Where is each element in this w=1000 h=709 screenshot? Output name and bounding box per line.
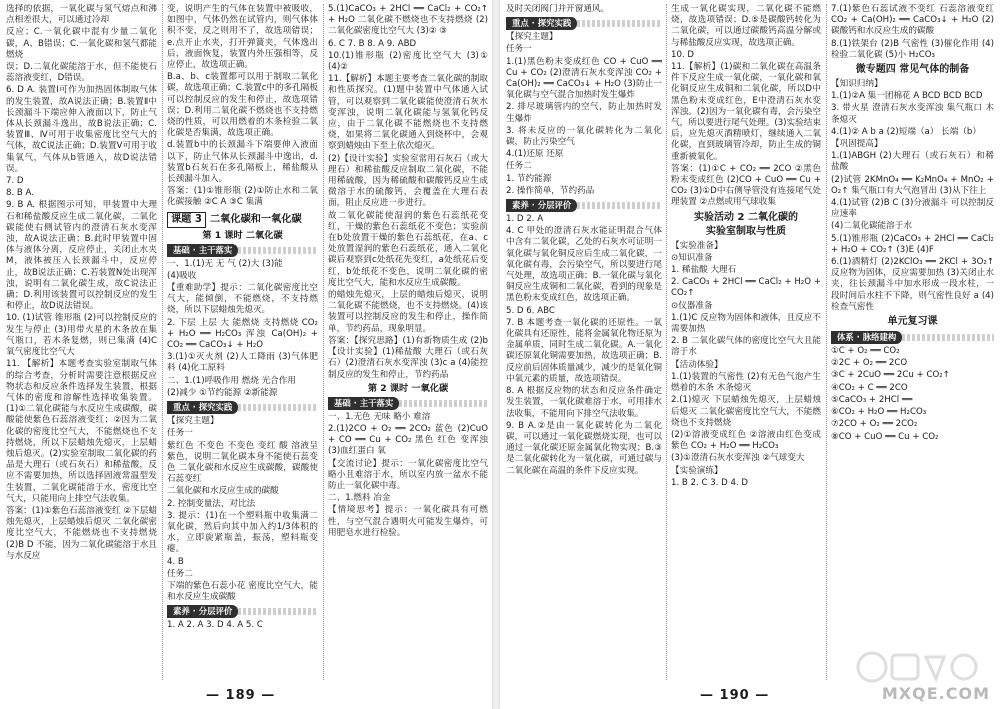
- answer-paragraph: 的蜡烛先熄灭，上层的蜡烛后熄灭，说明二氧化碳不能燃烧，也不支持燃烧。(4)该装置可以控制反应的发生和停止，操作简单，节约药品，现象明显。: [328, 290, 488, 334]
- lesson-subtitle: 第 1 课时 二氧化碳: [202, 229, 283, 241]
- book-gutter: [492, 0, 500, 709]
- answer-paragraph: 11.【解析】(1)碳和二氧化碳在高温条件下反应生成一氧化碳，一氧化碳和氧化铜反应生成铜和二氧化碳，所以D中黑色粉末变成红色，E中澄清石灰水变浑浊。(2)因为一氧化碳有毒，会污染空气，所以要进行尾气处理。(3)实验结束后，应先熄灭酒精喷灯，继续通入二氧化碳，直到玻璃管冷却，防止生成的铜重新被氧化。: [671, 62, 821, 162]
- answer-paragraph: 一、1.无色 无味 略小 难溶: [328, 411, 431, 422]
- answer-paragraph: (2)减少 ①节约能源 ②新能源: [167, 387, 278, 398]
- answer-paragraph: 【探究主题】: [167, 416, 219, 427]
- answer-paragraph: (4)吸收: [167, 270, 197, 281]
- answer-paragraph: 答案：(1)①紫色石蕊溶液变红 ②下层蜡烛先熄灭，上层蜡烛后熄灭 二氧化碳密度比空气大，不能燃烧也不支持燃烧 (2)B D 不能，因为二氧化碳能溶于水且与水反应: [6, 505, 157, 561]
- equation-line: ④CO₂ + C ══ 2CO: [831, 382, 908, 393]
- left-column-3: [328, 4, 488, 680]
- special-topic-title: 微专题四 常见气体的制备: [855, 64, 970, 76]
- answer-paragraph: (2)试管 2KMnO₄ ══ K₂MnO₄ + MnO₂ + O₂↑ 集气瓶口有大气泡冒出 (3)从下往上: [831, 174, 994, 196]
- answer-paragraph: 8. B A.: [6, 188, 35, 199]
- answer-paragraph: 答案：(1)①锥形瓶 (2)①防止水和二氧化碳接触 ②C A ③C 集满: [167, 186, 318, 208]
- answer-paragraph: 9. B A. 根据图示可知，甲装置中大理石和稀盐酸反应生成二氧化碳，二氧化碳能使右侧试管内的澄清石灰水变浑浊，故A说法正确；B.此时甲装置中固体与液体分离，反应停止，关闭止水夹M，液体被压入长颈漏斗中，反应停止，故B说法正确；C.若装置N处出现浑浊，说明有二氧化碳生成，故C说法正确；D.利用该装置可以控制反应的发生和停止，故D说法错误。: [6, 200, 157, 312]
- section-bar-focus: [167, 401, 318, 414]
- section-tag: 重点 · 探究实践: [506, 17, 577, 30]
- answer-paragraph: 8.(1)铁架台 (2)B 气密性 (3)催化作用 (4)检验二氧化碳 (5)小 H₂CO₃: [831, 38, 994, 60]
- answer-paragraph: 7. D: [6, 176, 24, 187]
- answer-paragraph: 【情境思考】提示：一氧化碳具有可燃性，与空气混合遇明火可能发生爆炸，可用肥皂水进行检验。: [328, 505, 488, 538]
- answer-paragraph: 3.(1)①灭火剂 (2)人工降雨 (3)气体肥料 (4)化工原料: [167, 352, 318, 374]
- answer-paragraph: 9. B A.②是由一氧化碳转化为二氧化碳，可以通过一氧化碳燃烧实现，也可以通过一氧化碳还原金属氧化物实现；B.③是二氧化碳转化为一氧化碳，可通过碳与二氧化碳在高温的条件下反应实现。: [506, 420, 662, 476]
- answer-paragraph: 11.【解析】本题主要考查二氧化碳的制取和性质探究。(1)题中装置中气体通入试管，可以观察到二氧化碳能使澄清石灰水变浑浊，说明二氧化碳能与氢氧化钙反应，由于二氧化碳不能燃烧也不支持燃烧，如果将二氧化碳通入到烧杯中，会观察到蜡烛由下至上依次熄灭。: [328, 74, 488, 152]
- answer-paragraph: 【实验准备】: [671, 240, 723, 251]
- answer-paragraph: (2)【设计实验】实验室常用石灰石（或大理石）和稀盐酸反应制取二氧化碳，不能用稀硫酸，因为稀硫酸和碳酸钙反应生成微溶于水的硫酸钙，会覆盖在大理石表面，阻止反应进一步进行。: [328, 153, 488, 209]
- answer-paragraph: 误；D.二氧化碳能溶于水，但不能使石蕊溶液变红，D错误。: [6, 62, 157, 84]
- answer-paragraph: 下端的紫色石蕊小花 密度比空气大，能和水反应生成碳酸: [167, 580, 318, 603]
- answer-paragraph: 3. 带火星 澄清石灰水变浑浊 集气瓶口 木条熄灭: [831, 103, 994, 125]
- column-divider: [323, 4, 324, 680]
- answer-paragraph: 2. 控制变量法，对比法: [167, 498, 256, 509]
- lesson-subtitle: 第 2 课时 一氧化碳: [367, 382, 449, 394]
- column-divider: [826, 4, 827, 680]
- equation-line: ②2C + O₂ ══ 2CO: [831, 358, 908, 369]
- answer-paragraph: 选择的依据，一氧化碳与氢气熔点和沸点相差很大，可以通过冷却: [6, 4, 157, 26]
- answer-paragraph: (4)二氧化碳能溶于水: [831, 221, 912, 232]
- column-divider: [162, 4, 163, 680]
- answer-paragraph: 1.(1)C 反应物为固体和液体，且反应不需要加热: [671, 312, 821, 335]
- answer-paragraph: 1. A 2. A 3. D 4. A 5. C: [167, 620, 263, 631]
- section-tag: 基础 · 主干落实: [167, 244, 238, 257]
- section-bar-eval: [167, 605, 318, 618]
- answer-paragraph: 4.(1)还原 还原: [506, 149, 564, 160]
- answer-paragraph: 2.(1)熄灭 下层蜡烛先熄灭，上层蜡烛后熄灭 二氧化碳密度比空气大，不能燃烧也不支持燃烧: [671, 395, 821, 428]
- answer-paragraph: 1.(1)②A 集一团棉花 A BCD BCD BCD: [831, 91, 983, 102]
- unit-review-title: 单元复习课: [887, 316, 938, 328]
- answer-paragraph: 二、1.(1)呼吸作用 燃烧 光合作用: [167, 375, 296, 386]
- answer-paragraph: 3. 将未反应的一氧化碳转化为二氧化碳，防止污染空气: [506, 125, 662, 148]
- lesson-number-box: 课题 3: [167, 212, 206, 228]
- answer-paragraph: 二氧化碳和水反应生成的碳酸: [167, 486, 279, 497]
- section-tag: 重点 · 探究实践: [167, 401, 238, 414]
- section-bar-fill: [238, 404, 318, 411]
- answer-paragraph: 10. (1)试管 锥形瓶 (2)可以控制反应的发生与停止 (3)用带火星的木条放在集气瓶口，若木条复燃，则已集满 (4)C 氧气密度比空气大: [6, 313, 157, 358]
- answer-paragraph: 1. D 2. A: [506, 214, 544, 225]
- answer-paragraph: 变，说明产生的气体在装置中被吸收，如图中，气体仍然在试管内，则气体体积不变，反之则用不了，故选项错误；e.点开止水夹，打开弹簧夹，气体逸出后，液面恢复，装置内外压强相等，反应停止，故选项正确。: [167, 4, 318, 71]
- answer-paragraph: 8. A 根据反应物的状态和反应条件确定发生装置，一氧化碳难溶于水，可用排水法收集，不能用向下排空气法收集。: [506, 386, 662, 419]
- answer-paragraph: 【探究主题】: [506, 32, 558, 43]
- experiment-title-line-2: 实验室制取与性质: [706, 225, 786, 237]
- answer-paragraph: ⊙知识准备: [671, 252, 713, 263]
- watermark-text: MXQE.COM: [881, 684, 990, 703]
- answer-paragraph: 【实验演练】: [671, 465, 723, 476]
- answer-paragraph: 5.(1)CaCO₃ + 2HCl ══ CaCl₂ + CO₂↑ + H₂O 二氧化碳不燃烧也不支持燃烧 (2)二氧化碳密度比空气大 (3)② ③: [328, 4, 488, 37]
- answer-paragraph: 3. 提示：(1)在一个塑料瓶中收集满二氧化碳，然后向其中加入约1/3体积的水，立即旋紧瓶盖，振荡，塑料瓶变瘪。: [167, 510, 318, 555]
- answer-paragraph: 【重难助学】提示：二氧化碳密度比空气大，能倾倒，不能燃烧，不支持燃烧，所以下层蜡烛先熄灭。: [167, 283, 318, 316]
- page-number: — 189 —: [206, 688, 276, 703]
- section-tag: 体系 · 脉络建构: [831, 331, 902, 344]
- answer-paragraph: 11. 【解析】本题考查实验室制取气体的综合考查，分析时需要注意根据反应物状态和反应条件选择发生装置，根据气体的密度和溶解性选择收集装置。(1)①二氧化碳能与水反应生成碳酸，碳酸能使紫色石蕊溶液变红；②因为二氧化碳的密度比空气大，不能燃烧也不支持燃烧，所以下层蜡烛先熄灭，上层蜡烛后熄灭。(2)实验室制取二氧化碳的药品是大理石（或石灰石）和稀盐酸，反应不需要加热，所以选择固液常温型发生装置，二氧化碳能溶于水，密度比空气大，只能用向上排空气法收集。: [6, 359, 157, 504]
- answer-paragraph: 紫红色 不变色 不变色 变红 酸 溶液呈紫色，说明二氧化碳本身不能使石蕊变色 二氧化碳和水反应生成碳酸，碳酸使石蕊变红: [167, 440, 318, 485]
- answer-paragraph: 2. CaCO₃ + 2HCl ══ CaCl₂ + H₂O + CO₂↑: [671, 277, 821, 299]
- left-column-1: [6, 4, 157, 680]
- equation-line: ③C + 2CuO ══ 2Cu + CO₂↑: [831, 370, 950, 381]
- answer-paragraph: 及时关闭阀门并开窗通风。: [506, 4, 610, 14]
- section-bar-fill: [399, 400, 488, 407]
- answer-paragraph: 6. C 7. B 8. A 9. ABD: [328, 38, 417, 49]
- section-bar-system: [831, 331, 994, 344]
- equation-line: ⑥CO₂ + H₂O ══ H₂CO₃: [831, 407, 927, 418]
- section-bar-basic: [328, 397, 488, 410]
- right-column-2: [671, 4, 821, 680]
- answer-paragraph: 2. 下层 上层 大 能燃烧 支持燃烧 CO₂ + H₂O ══ H₂CO₃ 浑浊 Ca(OH)₂ + CO₂ ══ CaCO₃↓ + H₂O: [167, 317, 318, 351]
- answer-paragraph: 6. D A. 装置Ⅰ可作为加热固体制取气体的发生装置，故A说法正确；B.装置Ⅱ中长颈漏斗下端应伸入液面以下，防止气体从长颈漏斗逸出，故B说法正确；C.装置Ⅲ、Ⅳ可用于收集密度比空气大的气体，故C说法正确；D.装置Ⅴ可用于收集氧气，气体从b管通入，故D说法错误。: [6, 85, 157, 174]
- left-page: [0, 0, 492, 709]
- answer-paragraph: d.装置b中的长颈漏斗下端要伸入液面以下，防止气体从长颈漏斗中逸出，d.装置b石灰石在多孔隔板上，稀盐酸从长颈漏斗加入。: [167, 140, 318, 185]
- left-column-2: [167, 4, 318, 680]
- answer-paragraph: 反应；C.一氧化碳中混有少量二氧化碳，A、B错误；C.一氧化碳和氢气都能燃烧: [6, 27, 157, 60]
- section-bar-basic: [167, 244, 318, 257]
- section-bar-fill: [902, 334, 994, 341]
- answer-paragraph: 1. 稀盐酸 大理石: [671, 265, 737, 276]
- answer-paragraph: 任务二: [506, 161, 532, 172]
- answer-paragraph: 任务二: [167, 568, 193, 579]
- answer-paragraph: 【巩固提高】: [831, 139, 883, 150]
- answer-paragraph: ⊙仪器准备: [671, 300, 713, 311]
- answer-paragraph: 2. 操作简单，节约药品: [506, 185, 595, 196]
- column-divider: [666, 4, 667, 680]
- answer-paragraph: 6.(1)酒精灯 (2)2KClO₃ ══ 2KCl + 3O₂↑ 反应物为固体，反应需要加热 (3)关闭止水夹，往长颈漏斗中加水形成一段水柱，一段时间后水柱不下降，则气密性良好 a (4)检查气密性: [831, 257, 994, 312]
- answer-paragraph: 7. B 本题考查一氧化碳的还原性。一氧化碳具有还原性，能将金属氧化物还原为金属单质，同时生成二氧化碳。A.一氧化碳还原氧化铜需要加热，故选项正确；B.反应前后固体质量减少，减少的是氧化铜中氧元素的质量，故选项错误。: [506, 317, 662, 384]
- section-bar-fill: [238, 608, 318, 615]
- answer-paragraph: 【知识归纳】: [831, 79, 883, 90]
- answer-paragraph: 5. D 6. ABC: [506, 305, 555, 316]
- right-column-1: [506, 4, 662, 680]
- answer-paragraph: 【活动体验】: [671, 359, 723, 370]
- answer-paragraph: (2)①溶液变成红色 ②溶液由红色变成紫色 CO₂ + H₂O ══ H₂CO₃: [671, 429, 821, 452]
- right-column-3: [831, 4, 994, 680]
- answer-paragraph: 1. B 2. C 3. D 4. D: [671, 477, 749, 488]
- answer-paragraph: 故二氧化碳能使湿润的紫色石蕊纸花变红，干燥的紫色石蕊纸花不变色；实验前在b处放置干燥的紫色石蕊纸花，在a、c处放置湿润的紫色石蕊纸花，通入二氧化碳后观察到c处纸花先变红，a处纸花后变红，b处纸花不变色，说明二氧化碳的密度比空气大，能和水反应生成碳酸。: [328, 210, 488, 288]
- answer-paragraph: 2. B 二氧化碳气体的密度比空气大且能溶于水: [671, 336, 821, 358]
- answer-paragraph: 4.(1)试管 (2)B C (3)分液漏斗 可以控制反应速率: [831, 198, 994, 220]
- answer-paragraph: 1. 节约能源: [506, 173, 552, 184]
- equation-line: ⑦2CO + O₂ ══ 2CO₂: [831, 419, 918, 430]
- answer-paragraph: B.a、b、c装置都可以用于制取二氧化碳，故选项正确；C.装置c中的多孔隔板可以控制反应的发生和停止，故选项错误；D.利用二氧化碳不燃烧也不支持燃烧的性质，可以用燃着的木条检验二氧化碳是否集满，故选项正确。: [167, 72, 318, 139]
- answer-paragraph: 任务一: [506, 44, 532, 55]
- answer-paragraph: 1.(1)装置的气密性 (2)有无色气泡产生 燃着的木条 木条熄灭: [671, 371, 821, 394]
- answer-paragraph: 一、1.(1)无 无 气 (2)大 (3)能: [167, 258, 283, 269]
- section-bar-fill: [577, 20, 662, 27]
- answer-paragraph: 答案：(1)①C + CO₂ ══ 2CO ②黑色粉末变成红色 (2)CO + CuO ══ Cu + CO₂ (3)①D中右侧导管没有连接尾气处理装置 ②点燃或用气球收集: [671, 163, 821, 208]
- experiment-title: [671, 211, 821, 239]
- right-page: [500, 0, 1000, 709]
- lesson-title: [167, 212, 318, 228]
- answer-paragraph: 答案：【探究思路】(1)有新物质生成 (2)b 【设计实验】(1)稀盐酸 大理石（或石灰石）(2)澄清石灰水变浑浊 (3)c a (4)能控制反应的发生和停止，节约药品: [328, 335, 488, 380]
- answer-paragraph: 4.(1)② A b a (2)短端（a） 长端（b）: [831, 126, 981, 137]
- answer-paragraph: 7.(1)紫色石蕊试液不变红 石蕊溶液变红 CO₂ + Ca(OH)₂ ══ CaCO₃↓ + H₂O (2)碳酸钙和水反应生成的碳酸: [831, 4, 994, 37]
- section-bar-eval: [506, 199, 662, 212]
- equation-line: ⑧CO + CuO ══ Cu + CO₂: [831, 431, 939, 442]
- answer-paragraph: 1.(1)黑色粉末变成红色 CO + CuO ══ Cu + CO₂ (2)澄清石灰水变浑浊 CO₂ + Ca(OH)₂ ══ CaCO₃↓ + H₂O (3)防止一氧化碳与空气混合加热时发生爆炸: [506, 56, 662, 101]
- answer-paragraph: 1.(1)ABGH (2)大理石（或石灰石）和稀盐酸: [831, 151, 994, 173]
- section-tag: 素养 · 分层评价: [167, 605, 238, 618]
- answer-paragraph: (3)①澄清石灰水变浑浊 ②气球变大: [671, 453, 805, 464]
- equation-line: ①C + O₂ ══ CO₂: [831, 346, 900, 357]
- answer-paragraph: 【交流讨论】提示：一氧化碳密度比空气略小且难溶于水，所以室内放一盆水不能防止一氧化碳中毒。: [328, 458, 488, 491]
- section-bar-fill: [577, 202, 662, 209]
- answer-paragraph: 10.(1)锥形瓶 (2)密度比空气大 (3)① (4)②: [328, 50, 488, 73]
- answer-paragraph: 10. D: [671, 49, 695, 60]
- answer-paragraph: 生成一氧化碳实现，二氧化碳不能燃烧，故选项错误；D.⑤是碳酸钙转化为二氧化碳，可以通过碳酸钙高温分解或与稀盐酸反应实现，故选项正确。: [671, 4, 821, 48]
- answer-paragraph: 2. 排尽玻璃管内的空气，防止加热时发生爆炸: [506, 102, 662, 124]
- answer-paragraph: 2.(1)2CO + O₂ ══ 2CO₂ 蓝色 (2)CuO + CO ══ Cu + CO₂ 黑色 红色 变浑浊 (3)血红蛋白 氧: [328, 423, 488, 457]
- equation-line: ⑤CaCO₃ + 2HCl ══: [831, 394, 913, 405]
- answer-paragraph: 任务一: [167, 428, 193, 439]
- page-number: — 190 —: [700, 688, 770, 703]
- answer-paragraph: 5.(1)锥形瓶 (2)CaCO₃ + 2HCl ══ CaCl₂ + H₂O + CO₂↑ (3)E (4)F: [831, 233, 994, 255]
- experiment-title-line-1: 实验活动 2 二氧化碳的: [694, 211, 798, 223]
- answer-paragraph: 4. B: [167, 556, 184, 567]
- section-tag: 素养 · 分层评价: [506, 199, 577, 212]
- answer-paragraph: 4. C 甲处的澄清石灰水能证明混合气体中含有二氧化碳，乙处的石灰水可证明一氧化碳与氧化铜反应后生成二氧化碳，一氧化碳有毒，会污染空气，所以要进行尾气处理，故选项正确；B.一氧化碳与氧化铜反应生成铜和二氧化碳，看到的现象是黑色粉末变成红色，故选项正确。: [506, 226, 662, 304]
- lesson-title-text: 二氧化碳和一氧化碳: [210, 213, 302, 225]
- section-bar-fill: [238, 247, 318, 254]
- answer-paragraph: 二、1.燃料 冶金: [328, 493, 391, 504]
- section-tag: 基础 · 主干落实: [328, 397, 399, 410]
- section-bar-focus: [506, 17, 662, 30]
